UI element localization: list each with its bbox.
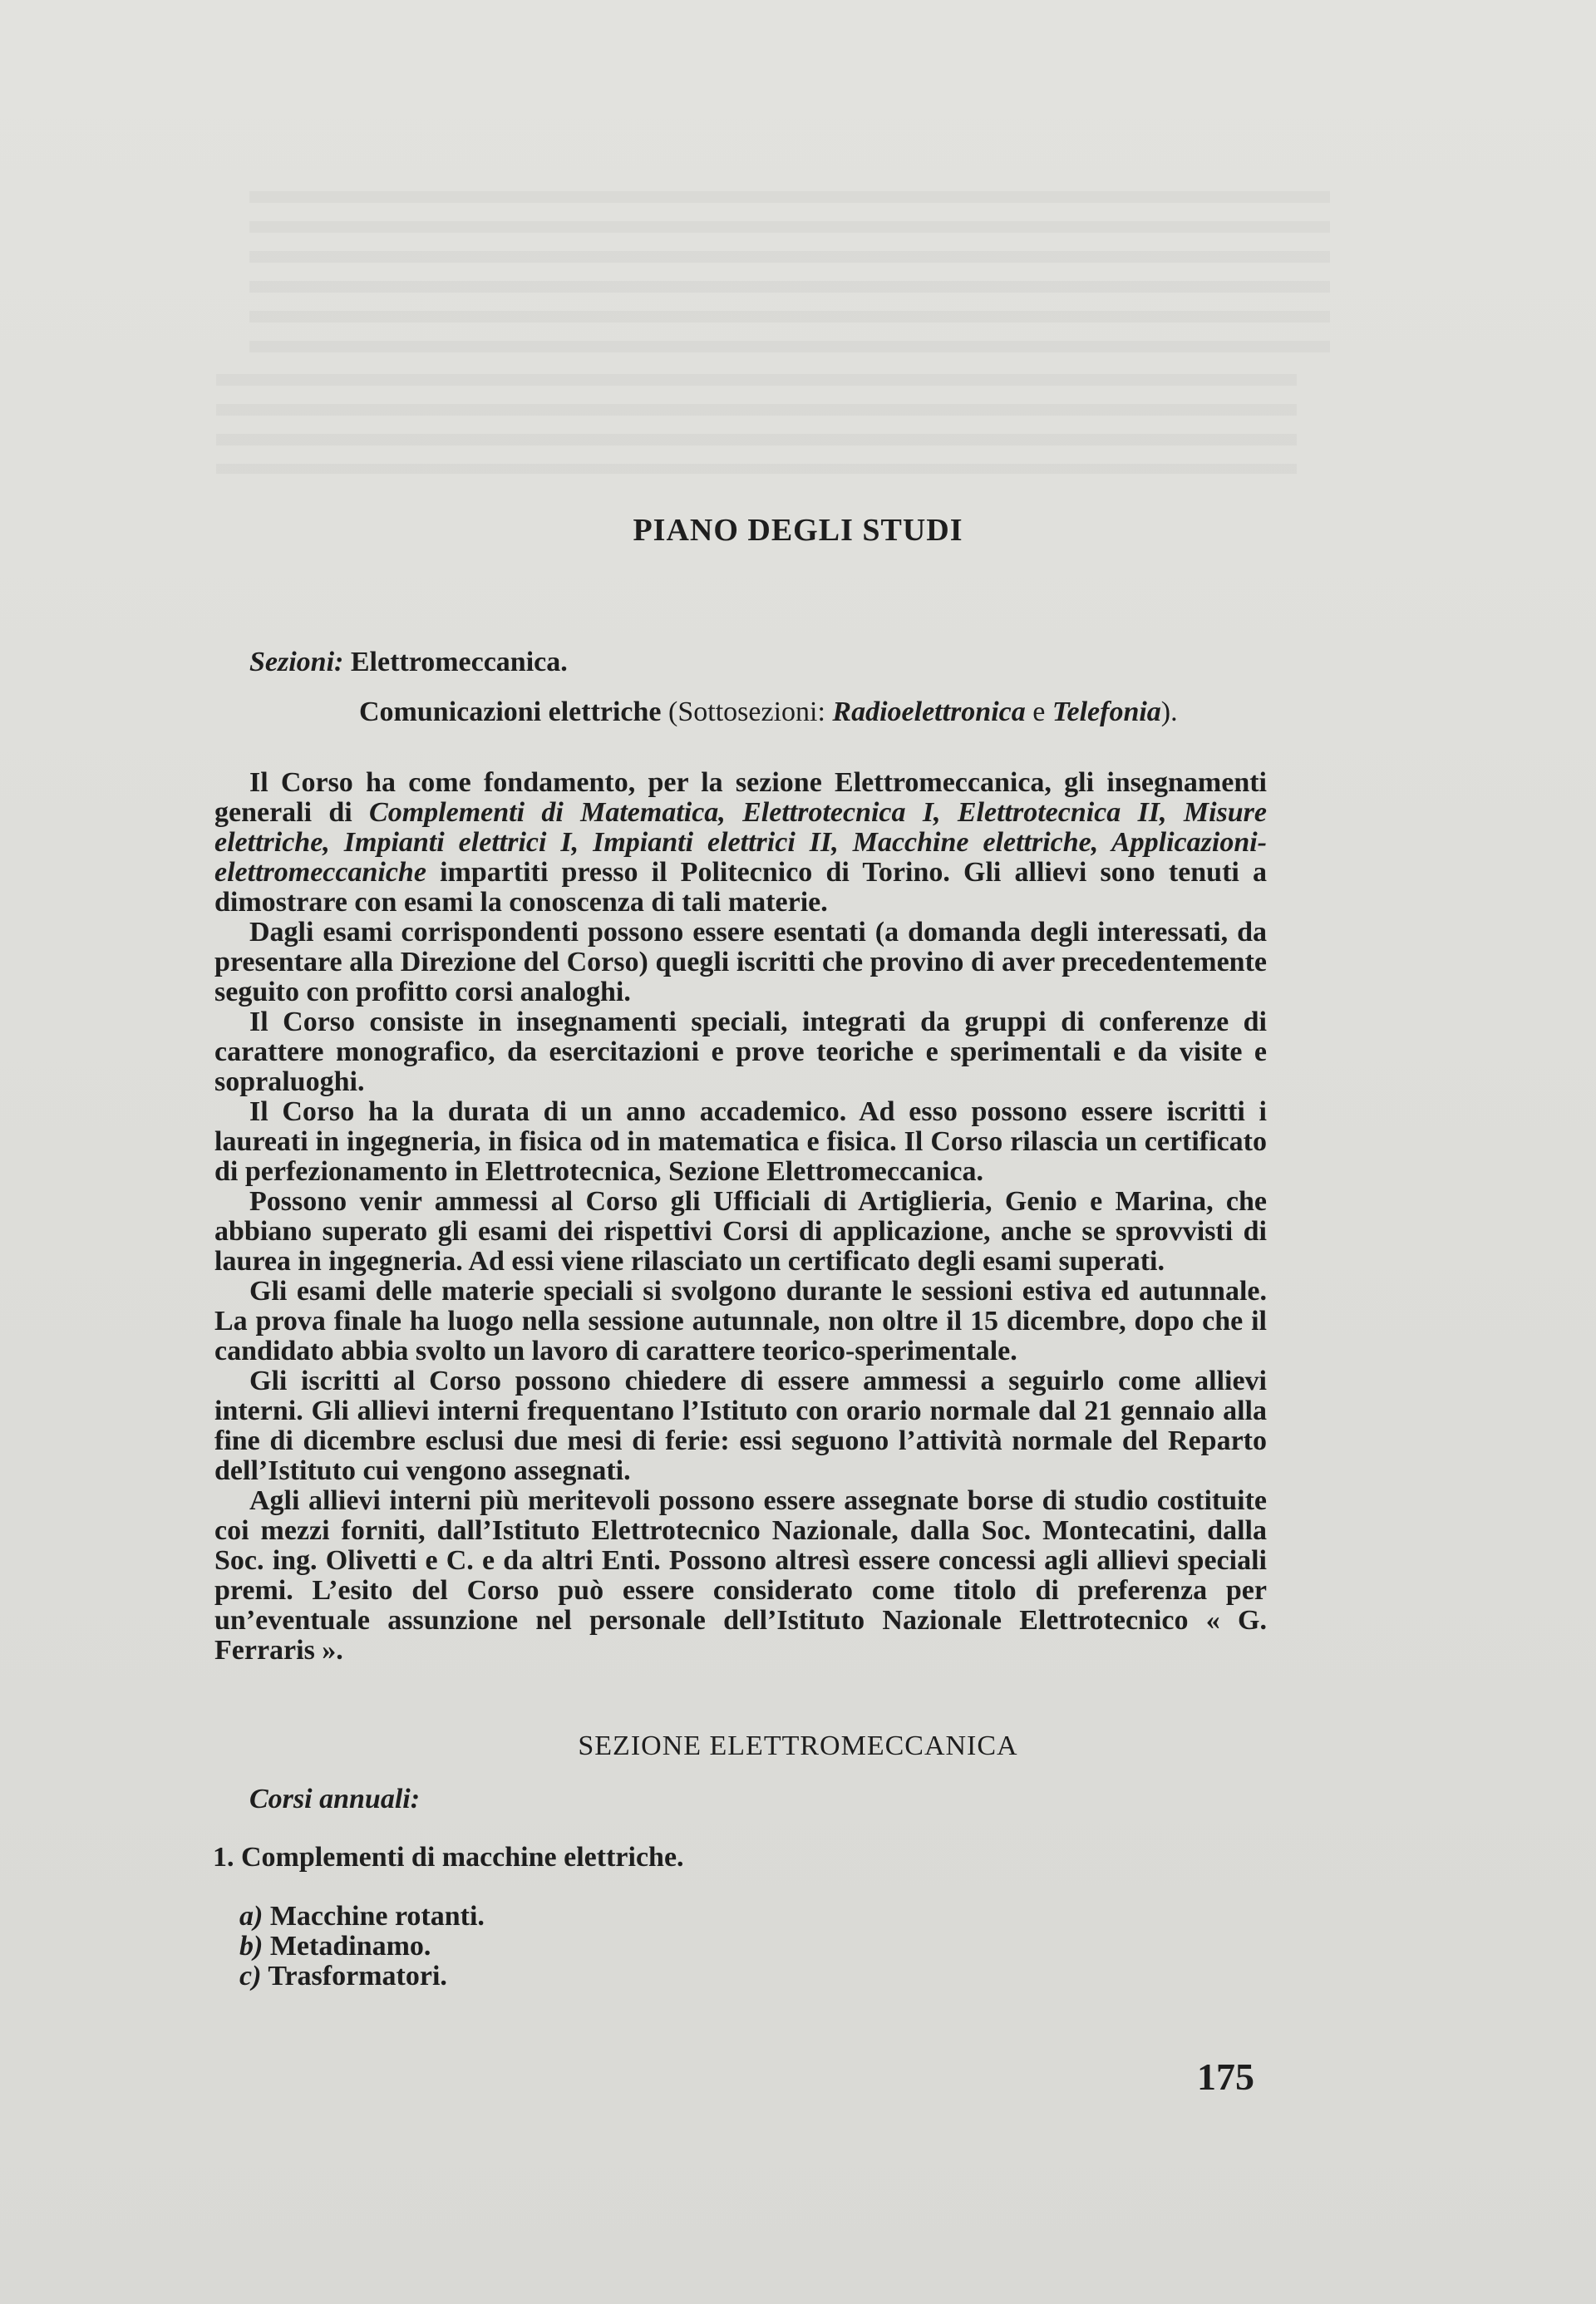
list-item-letter: b) bbox=[239, 1931, 264, 1962]
paragraph-1 bbox=[214, 768, 1267, 918]
paragraph-2: Dagli esami corrispondenti possono essere esentati (a domanda degli interessati, da presentare alla Direzione del Corso) quegli iscritti che provino di aver precedentemente seguito con profitto corsi analoghi. bbox=[214, 917, 1267, 1007]
comunicazioni-line bbox=[359, 697, 1178, 728]
list-item bbox=[239, 1902, 485, 1932]
section-heading: SEZIONE ELETTROMECCANICA bbox=[578, 1730, 1018, 1761]
course-sub-list bbox=[239, 1902, 485, 1991]
comunicazioni-sub1: Radioelettronica bbox=[832, 697, 1026, 727]
page-title: PIANO DEGLI STUDI bbox=[633, 513, 963, 548]
comunicazioni-main: Comunicazioni elettriche bbox=[359, 697, 662, 727]
sezioni-label: Sezioni: bbox=[249, 647, 344, 677]
paragraph-3: Il Corso consiste in insegnamenti speciali, integrati da gruppi di conferenze di carattere monografico, da esercitazioni e prove teoriche e sperimentali e da visite e sopraluoghi. bbox=[214, 1007, 1267, 1097]
list-item bbox=[239, 1932, 485, 1962]
paragraph-6: Gli esami delle materie speciali si svolgono durante le sessioni estiva ed autunnale. La prova finale ha luogo nella sessione autunnale, non oltre il 15 dicembre, dopo che il candidato abbia svolto un lavoro di carattere teorico-sperimentale. bbox=[214, 1276, 1267, 1366]
corsi-label: Corsi annuali: bbox=[249, 1784, 421, 1814]
paragraph-1-text-italic: Complementi di Matematica, Elettrotecnica I, Elettrotecnica II, Misure elettriche, Impianti elettrici I, Impianti elettrici II, Macchine elettriche, Applicazioni-elettromeccaniche bbox=[214, 797, 1267, 888]
comunicazioni-conj: e bbox=[1032, 697, 1046, 727]
bleed-through-texture bbox=[216, 374, 1297, 474]
paragraph-1-text-c: impartiti presso il Politecnico di Torino. Gli allievi sono tenuti a dimostrare con esami la conoscenza di tali materie. bbox=[214, 857, 1267, 918]
bleed-through-texture bbox=[249, 191, 1330, 357]
page-number: 175 bbox=[1197, 2055, 1254, 2098]
paragraph-4: Il Corso ha la durata di un anno accademico. Ad esso possono essere iscritti i laureati in ingegneria, in fisica od in matematica e fisica. Il Corso rilascia un certificato di perfezionamento in Elettrotecnica, Sezione Elettromeccanica. bbox=[214, 1096, 1267, 1187]
paragraph-1-text-a: Il Corso ha come fondamento, per la sezione Elettromeccanica, gli insegnamenti generali di bbox=[214, 767, 1267, 828]
comunicazioni-sub2: Telefonia bbox=[1052, 697, 1161, 727]
paragraph-7: Gli iscritti al Corso possono chiedere di essere ammessi a seguirlo come allievi interni. Gli allievi interni frequentano l’Istituto con orario normale dal 21 gennaio alla fine di dicembre esclusi due mesi di ferie: essi seguono l’attività normale del Reparto dell’Istituto cui vengono assegnati. bbox=[214, 1366, 1267, 1486]
comunicazioni-paren-open: (Sottosezioni: bbox=[668, 697, 825, 727]
sezioni-line bbox=[249, 647, 568, 678]
list-item-text: Trasformatori. bbox=[268, 1961, 447, 1991]
body-text bbox=[214, 768, 1267, 1666]
list-item bbox=[239, 1962, 485, 1991]
list-item-text: Metadinamo. bbox=[269, 1931, 431, 1962]
course-item: 1. Complementi di macchine elettriche. bbox=[213, 1842, 684, 1873]
list-item-text: Macchine rotanti. bbox=[269, 1901, 485, 1932]
list-item-letter: a) bbox=[239, 1901, 264, 1932]
list-item-letter: c) bbox=[239, 1961, 262, 1991]
comunicazioni-paren-close: ). bbox=[1160, 697, 1178, 727]
sezioni-value: Elettromeccanica. bbox=[350, 647, 568, 677]
paragraph-8: Agli allievi interni più meritevoli possono essere assegnate borse di studio costituite coi mezzi forniti, dall’Istituto Elettrotecnico Nazionale, dalla Soc. Montecatini, dalla Soc. ing. Olivetti e C. e da altri Enti. Possono altresì essere concessi agli allievi speciali premi. L’esito del Corso può essere considerato come titolo di preferenza per un’eventuale assunzione nel personale dell’Istituto Nazionale Elettrotecnico « G. Ferraris ». bbox=[214, 1485, 1267, 1666]
paragraph-5: Possono venir ammessi al Corso gli Ufficiali di Artiglieria, Genio e Marina, che abbiano superato gli esami dei rispettivi Corsi di applicazione, anche se sprovvisti di laurea in ingegneria. Ad essi viene rilasciato un certificato degli esami superati. bbox=[214, 1186, 1267, 1277]
